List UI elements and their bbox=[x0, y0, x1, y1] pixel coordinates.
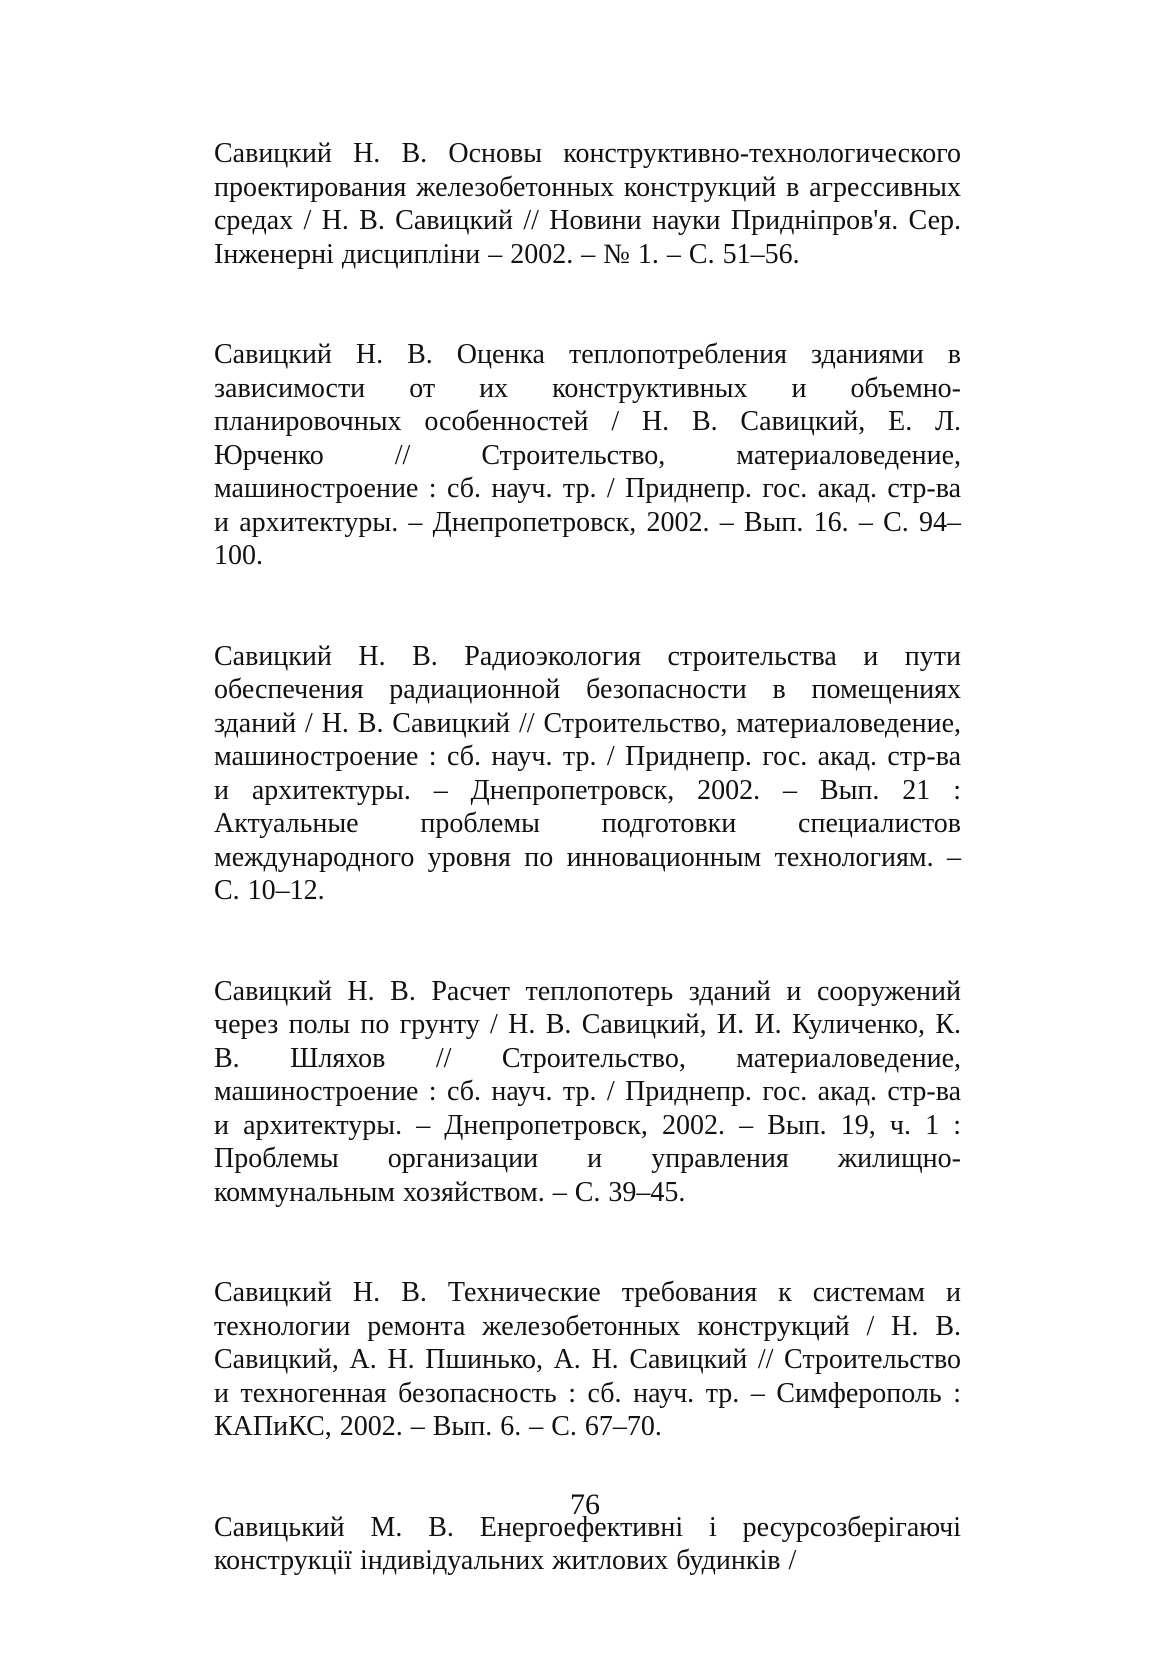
bibliography-entry: Савицкий Н. В. Основы конструктивно-технологического проектирования железобетонных конструкций в агрессивных средах / Н. В. Савицкий // Новини науки Придніпров'я. Сер. Інженерні дисципліни – 2002. – № 1. – С. 51–56. bbox=[214, 138, 961, 270]
bibliography-entry: Савицкий Н. В. Расчет теплопотерь зданий и сооружений через полы по грунту / Н. В. Савицкий, И. И. Куличенко, К. В. Шляхов // Строительство, материаловедение, машиностроение : сб. науч. тр. / Приднепр. гос. акад. стр-ва и архитектуры. – Днепропетровск, 2002. – Вып. 19, ч. 1 : Проблемы организации и управления жилищно-коммунальным хозяйством. – С. 39–45. bbox=[214, 975, 961, 1208]
page-number: 76 bbox=[570, 1488, 600, 1521]
bibliography-entry: Савицький М. В. Енергоефективні і ресурсозберігаючі конструкції індивідуальних житлових будинків / bbox=[214, 1511, 961, 1576]
bibliography-entry: Савицкий Н. В. Радиоэкология строительства и пути обеспечения радиационной безопасности в помещениях зданий / Н. В. Савицкий // Строительство, материаловедение, машиностроение : сб. науч. тр. / Приднепр. гос. акад. стр-ва и архитектуры. – Днепропетровск, 2002. – Вып. 21 : Актуальные проблемы подготовки специалистов международного уровня по инновационным технологиям. – С. 10–12. bbox=[214, 640, 961, 906]
bibliography-entry: Савицкий Н. В. Технические требования к системам и технологии ремонта железобетонных конструкций / Н. В. Савицкий, А. Н. Пшинько, А. Н. Савицкий // Строительство и техногенная безопасность : сб. науч. тр. – Симферополь : КАПиКС, 2002. – Вып. 6. – С. 67–70. bbox=[214, 1277, 961, 1442]
bibliography-entry: Савицкий Н. В. Оценка теплопотребления зданиями в зависимости от их конструктивных и объемно-планировочных особенностей / Н. В. Савицкий, Е. Л. Юрченко // Строительство, материаловедение, машиностроение : сб. науч. тр. / Приднепр. гос. акад. стр-ва и архитектуры. – Днепропетровск, 2002. – Вып. 16. – С. 94–100. bbox=[214, 339, 961, 571]
bibliography-list bbox=[214, 137, 961, 1578]
